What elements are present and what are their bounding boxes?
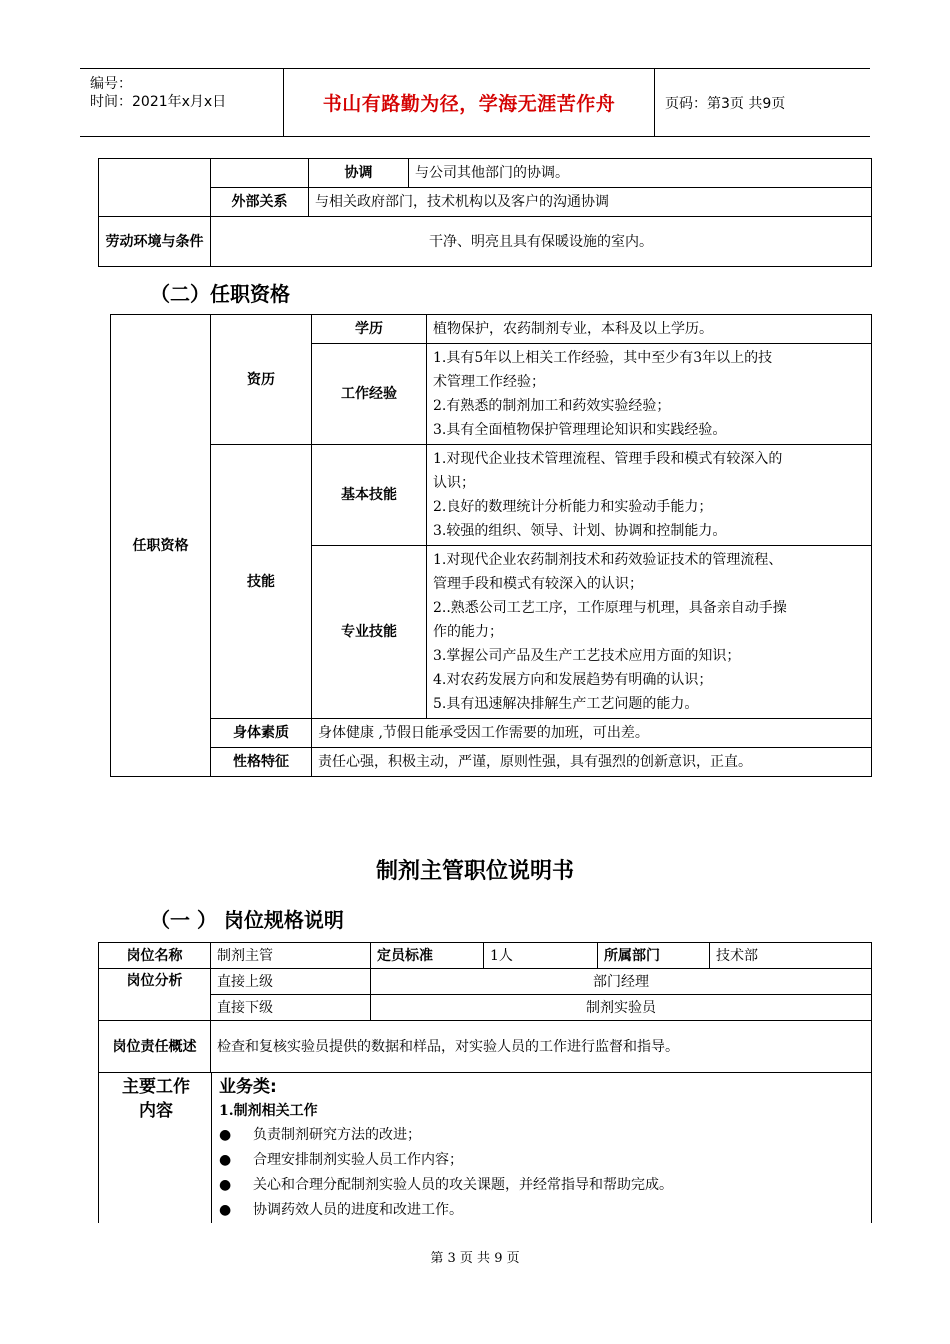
dept-label: 所属部门 [598,943,710,969]
work-exp-label: 工作经验 [312,344,427,445]
superior-label: 直接上级 [211,969,371,995]
main-work-label: 主要工作内容 [122,1077,190,1121]
basic-skills-line: 认识； [433,475,475,491]
education-value: 植物保护，农药制剂专业，本科及以上学历。 [427,315,872,344]
section-title-position-spec: （一 ） 岗位规格说明 [150,908,344,932]
relations-empty-cell-2 [211,159,309,188]
bullet-dot-icon: ● [219,1152,232,1168]
pro-skills-line: 作的能力； [433,624,503,640]
bullet-dot-icon: ● [219,1202,232,1218]
pro-skills-line: 1.对现代企业农药制剂技术和药效验证技术的管理流程、 [433,552,783,568]
external-label: 外部关系 [211,188,309,217]
superior-value: 部门经理 [371,969,872,995]
subordinate-value: 制剂实验员 [371,995,872,1021]
page-footer: 第 3 页 共 9 页 [430,1251,520,1266]
doc2-title: 制剂主管职位说明书 [375,859,574,884]
section-title-qualifications: （二）任职资格 [150,282,290,306]
header-page-info: 页码：第3页 共9页 [665,95,786,112]
work-exp-value [427,344,872,445]
bullet-text: 关心和合理分配制剂实验人员的攻关课题，并经常指导和帮助完成。 [253,1177,673,1193]
bullet-item [219,1148,859,1173]
env-value: 干净、明亮且具有保暖设施的室内。 [211,217,872,267]
headcount-label: 定员标准 [371,943,484,969]
qualifications-table [110,314,872,777]
external-value: 与相关政府部门，技术机构以及客户的沟通协调 [309,188,872,217]
header-page-cell [655,69,870,136]
main-work-content [219,1075,859,1223]
position-spec-table [98,942,872,1073]
bullet-text: 负责制剂研究方法的改进； [253,1127,421,1143]
basic-skills-line: 2.良好的数理统计分析能力和实验动手能力； [433,499,713,515]
character-value: 责任心强，积极主动，严谨，原则性强，具有强烈的创新意识，正直。 [312,748,872,777]
main-work-block [98,1072,872,1223]
bullet-dot-icon: ● [219,1127,232,1143]
basic-skills-line: 1.对现代企业技术管理流程、管理手段和模式有较深入的 [433,451,783,467]
summary-value: 检查和复核实验员提供的数据和样品，对实验人员的工作进行监督和指导。 [211,1021,872,1073]
business-label: 业务类: [219,1077,277,1097]
header-number: 编号： [90,76,132,92]
env-label: 劳动环境与条件 [99,217,211,267]
pro-skills-line: 管理手段和模式有较深入的认识； [433,576,643,592]
education-label: 学历 [312,315,427,344]
header-motto: 书山有路勤为径，学海无涯苦作舟 [322,93,616,115]
character-label: 性格特征 [211,748,312,777]
main-work-right-border [871,1073,872,1223]
bullet-item [219,1198,859,1223]
bullet-item [219,1123,859,1148]
summary-label: 岗位责任概述 [99,1021,211,1073]
pro-skills-value [427,546,872,719]
physical-value: 身体健康 ,节假日能承受因工作需要的加班，可出差。 [312,719,872,748]
basic-skills-label: 基本技能 [312,445,427,546]
qualifications-row-header: 任职资格 [111,315,211,777]
bullet-dot-icon: ● [219,1177,232,1193]
position-name-label: 岗位名称 [99,943,211,969]
coord-label: 协调 [309,159,409,188]
work-exp-line: 2.有熟悉的制剂加工和药效实验经验； [433,398,671,414]
header-meta [80,69,284,136]
bullet-text: 合理安排制剂实验人员工作内容； [253,1152,463,1168]
skills-group-label: 技能 [211,445,312,719]
subsection-title: 1.制剂相关工作 [219,1103,318,1119]
relations-empty-cell [99,159,211,217]
physical-label: 身体素质 [211,719,312,748]
subordinate-label: 直接下级 [211,995,371,1021]
bullet-text: 协调药效人员的进度和改进工作。 [253,1202,463,1218]
pro-skills-label: 专业技能 [312,546,427,719]
experience-group-label: 资历 [211,315,312,445]
dept-value: 技术部 [710,943,872,969]
basic-skills-line: 3.较强的组织、领导、计划、协调和控制能力。 [433,523,727,539]
main-work-divider [211,1073,212,1223]
pro-skills-line: 5.具有迅速解决排解生产工艺问题的能力。 [433,696,699,712]
work-exp-line: 术管理工作经验； [433,374,545,390]
pro-skills-line: 2..熟悉公司工艺工序，工作原理与机理，具备亲自动手操 [433,600,787,616]
work-exp-line: 3.具有全面植物保护管理理论知识和实践经验。 [433,422,727,438]
relations-table [98,158,872,267]
page-header [80,68,870,137]
work-exp-line: 1.具有5年以上相关工作经验，其中至少有3年以上的技 [433,350,773,366]
header-time: 时间：2021年x月x日 [90,94,227,110]
bullet-item [219,1173,859,1198]
basic-skills-value [427,445,872,546]
pro-skills-line: 4.对农药发展方向和发展趋势有明确的认识； [433,672,713,688]
position-name-value: 制剂主管 [211,943,371,969]
header-motto-cell [284,69,655,136]
analysis-label: 岗位分析 [99,969,211,1021]
coord-value: 与公司其他部门的协调。 [409,159,872,188]
headcount-value: 1人 [484,943,598,969]
pro-skills-line: 3.掌握公司产品及生产工艺技术应用方面的知识； [433,648,741,664]
